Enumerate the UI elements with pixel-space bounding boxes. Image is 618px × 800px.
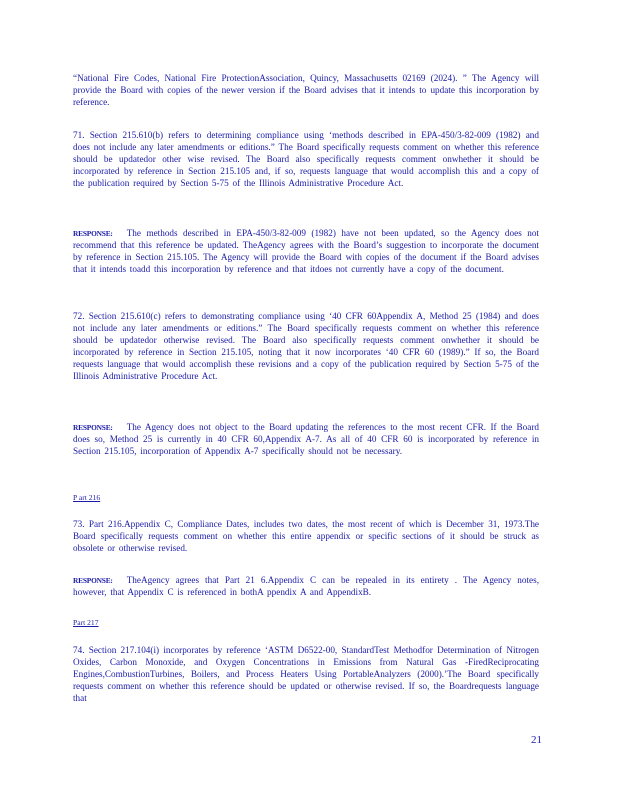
section-heading-part-217: Part 217 <box>73 618 99 627</box>
paragraph-item-72 <box>73 311 539 382</box>
response-item-73 <box>73 575 539 599</box>
response-label: RESPONSE: <box>73 576 113 585</box>
paragraph-text: 72. Section 215.610(c) refers to demonstrating compliance using ‘40 CFR 60Appendix A, Method 25 (1984) and does not include any later amendments or editions.” The Board specifically requests comment on whether this reference should be updatedor otherwise revised. The Board also specifically requests comment onwhether it should be incorporated by reference in Section 215.105, noting that it now incorporates ‘40 CFR 60 (1989).” If so, the Board requests language that would accomplish these revisions and a copy of the publication required by Section 5-75 of the Illinois Administrative Procedure Act. <box>73 311 539 381</box>
section-heading-part-216: P art 216 <box>73 493 101 502</box>
page-number: 21 <box>531 734 542 746</box>
paragraph-text: 73. Part 216.Appendix C, Compliance Dates, includes two dates, the most recent of which is December 31, 1973.The Board specifically requests comment on whether this entire appendix or specific sections of it should be struck as obsolete or otherwise revised. <box>73 519 539 553</box>
paragraph-text: 71. Section 215.610(b) refers to determining compliance using ‘methods described in EPA-450/3-82-009 (1982) and does not include any later amendments or editions.” The Board specifically requests comment on whether this reference should be updatedor other wise revised. The Board also specifically requests comment onwhether it should be incorporated by reference in Section 215.105 and, if so, requests language that would accomplish this and a copy of the publication required by Section 5-75 of the Illinois Administrative Procedure Act. <box>73 130 539 188</box>
paragraph-text: 74. Section 217.104(i) incorporates by reference ‘ASTM D6522-00, StandardTest Methodfor Determination of Nitrogen Oxides, Carbon Monoxide, and Oxygen Concentrations in Emissions from Natural Gas -FiredReciprocating Engines,CombustionTurbines, Boilers, and Process Heaters Using PortableAnalyzers (2000).’The Board specifically requests comment on whether this reference should be updated or otherwise revised. If so, the Boardrequests language that <box>73 645 539 703</box>
paragraph-item-71 <box>73 130 539 190</box>
response-text: TheAgency agrees that Part 21 6.Appendix C can be repealed in its entirety . The Agency notes, however, that Appendix C is referenced in bothA ppendix A and AppendixB. <box>73 575 539 597</box>
response-text: The methods described in EPA-450/3-82-009 (1982) have not been updated, so the Agency does not recommend that this reference be updated. TheAgency agrees with the Board’s suggestion to incorporate the document by reference in Section 215.105. The Agency will provide the Board with copies of the document if the Board advises that it intends toadd this incorporation by reference and that itdoes not currently have a copy of the document. <box>73 228 539 274</box>
paragraph-item-73 <box>73 519 539 555</box>
response-label: RESPONSE: <box>73 229 113 238</box>
paragraph-national-fire-codes <box>73 73 539 109</box>
paragraph-item-74 <box>73 645 539 705</box>
response-text: The Agency does not object to the Board updating the references to the most recent CFR. If the Board does so, Method 25 is currently in 40 CFR 60,Appendix A-7. As all of 40 CFR 60 is incorporated by reference in Section 215.105, incorporation of Appendix A-7 specifically should not be necessary. <box>73 422 539 456</box>
paragraph-text: “National Fire Codes, National Fire ProtectionAssociation, Quincy, Massachusetts 02169 (2024). ” The Agency will provide the Board with copies of the newer version if the Board advises that it intends to update this incorporation by reference. <box>73 73 539 107</box>
response-item-72 <box>73 422 539 458</box>
response-label: RESPONSE: <box>73 423 113 432</box>
response-item-71 <box>73 228 539 276</box>
